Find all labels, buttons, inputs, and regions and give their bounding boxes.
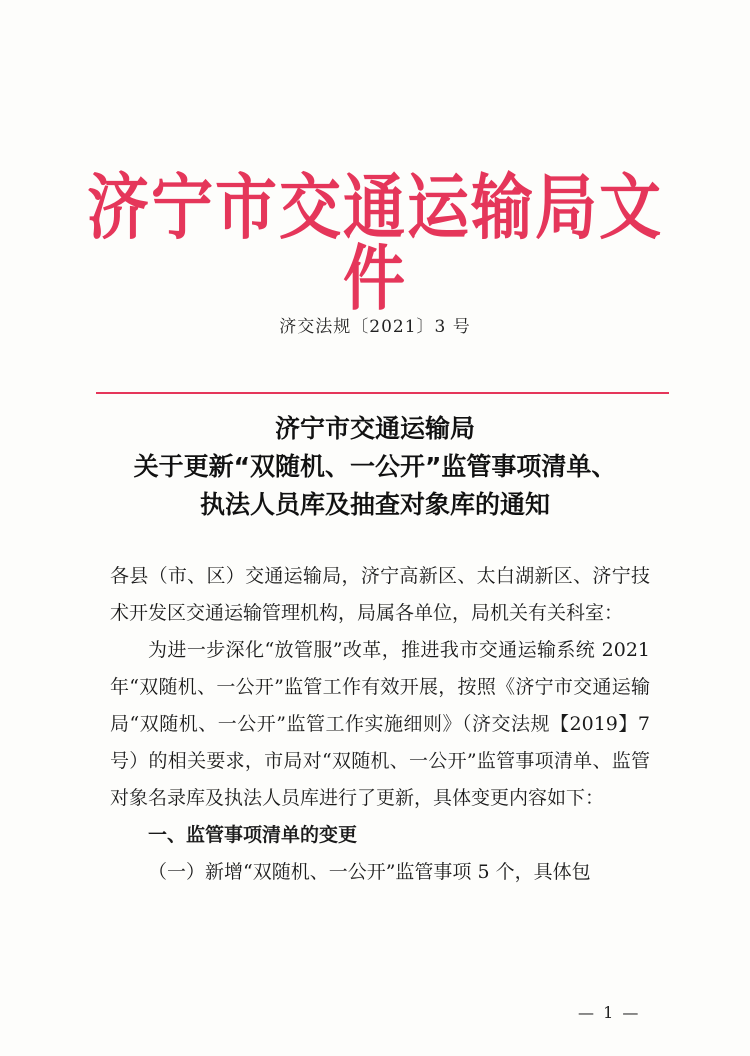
document-number: 济交法规〔2021〕3 号 xyxy=(279,317,471,337)
section-heading-1: 一、监管事项清单的变更 xyxy=(148,824,358,846)
document-body xyxy=(110,558,650,891)
body-paragraph-2: （一）新增“双随机、一公开”监管事项 5 个，具体包 xyxy=(148,861,591,883)
masthead-title: 济宁市交通运输局文件 xyxy=(86,165,663,321)
red-divider-line xyxy=(96,392,669,394)
page-number: — 1 — xyxy=(578,1003,641,1022)
title-line-3: 执法人员库及抽查对象库的通知 xyxy=(199,490,550,519)
title-line-1: 济宁市交通运输局 xyxy=(274,414,475,443)
addressee-paragraph: 各县（市、区）交通运输局，济宁高新区、太白湖新区、济宁技术开发区交通运输管理机构，局属各单位，局机关有关科室： xyxy=(110,565,650,624)
title-line-2: 关于更新“双随机、一公开”监管事项清单、 xyxy=(133,452,617,481)
notice-title xyxy=(80,410,670,524)
body-paragraph-1: 为进一步深化“放管服”改革，推进我市交通运输系统 2021 年“双随机、一公开”监管工作有效开展，按照《济宁市交通运输局“双随机、一公开”监管工作实施细则》（济交法规【2019】7 号）的相关要求，市局对“双随机、一公开”监管事项清单、监管对象名录库及执法人员库进行了更新，具体变更内容如下： xyxy=(110,639,650,809)
